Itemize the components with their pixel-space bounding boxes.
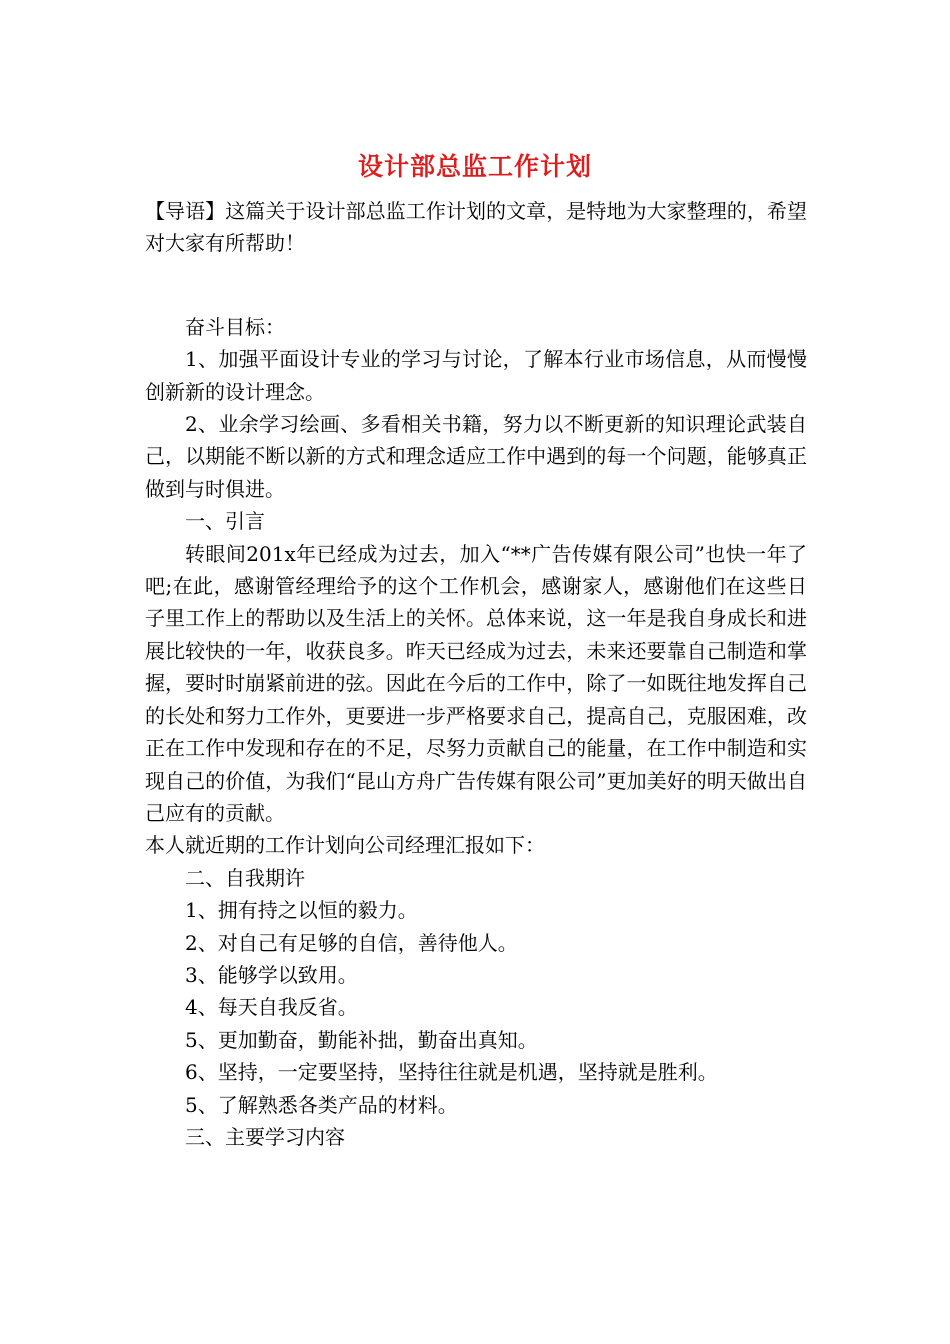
expectation-item-3: 3、能够学以致用。 xyxy=(185,962,358,987)
document-body xyxy=(145,195,807,1153)
expectation-item-6: 6、坚持，一定要坚持，坚持往往就是机遇，坚持就是胜利。 xyxy=(185,1060,718,1085)
section-heading-self-expectation: 二、自我期许 xyxy=(185,865,305,890)
goal-item-2: 2、业余学习绘画、多看相关书籍，努力以不断更新的知识理论武装自己，以期能不断以新的方式和理念适应工作中遇到的每一个问题，能够真正做到与时俱进。 xyxy=(145,412,807,501)
report-lead-in: 本人就近期的工作计划向公司经理汇报如下： xyxy=(145,833,545,858)
goal-item-1: 1、加强平面设计专业的学习与讨论，了解本行业市场信息，从而慢慢创新新的设计理念。 xyxy=(145,347,807,404)
expectation-item-7: 5、了解熟悉各类产品的材料。 xyxy=(185,1092,458,1117)
expectation-item-1: 1、拥有持之以恒的毅力。 xyxy=(185,898,418,923)
expectation-item-5: 5、更加勤奋，勤能补拙，勤奋出真知。 xyxy=(185,1027,538,1052)
paragraph-spacer xyxy=(145,260,807,311)
document-title: 设计部总监工作计划 xyxy=(357,152,592,181)
intro-paragraph: 【导语】这篇关于设计部总监工作计划的文章，是特地为大家整理的，希望对大家有所帮助！ xyxy=(145,199,807,256)
section-heading-learning: 三、主要学习内容 xyxy=(185,1124,345,1149)
expectation-item-4: 4、每天自我反省。 xyxy=(185,995,358,1020)
expectation-item-2: 2、对自己有足够的自信，善待他人。 xyxy=(185,930,518,955)
introduction-paragraph: 转眼间201x年已经成为过去，加入“**广告传媒有限公司”也快一年了吧;在此，感谢管经理给予的这个工作机会，感谢家人，感谢他们在这些日子里工作上的帮助以及生活上的关怀。总体来说，这一年是我自身成长和进展比较快的一年，收获良多。昨天已经成为过去，未来还要靠自己制造和掌握，要时时崩紧前进的弦。因此在今后的工作中，除了一如既往地发挥自己的长处和努力工作外，更要进一步严格要求自己，提高自己，克服困难，改正在工作中发现和存在的不足，尽努力贡献自己的能量，在工作中制造和实现自己的价值，为我们“昆山方舟广告传媒有限公司”更加美好的明天做出自己应有的贡献。 xyxy=(145,541,807,825)
section-heading-goals: 奋斗目标： xyxy=(185,314,285,339)
section-heading-introduction: 一、引言 xyxy=(185,509,265,534)
